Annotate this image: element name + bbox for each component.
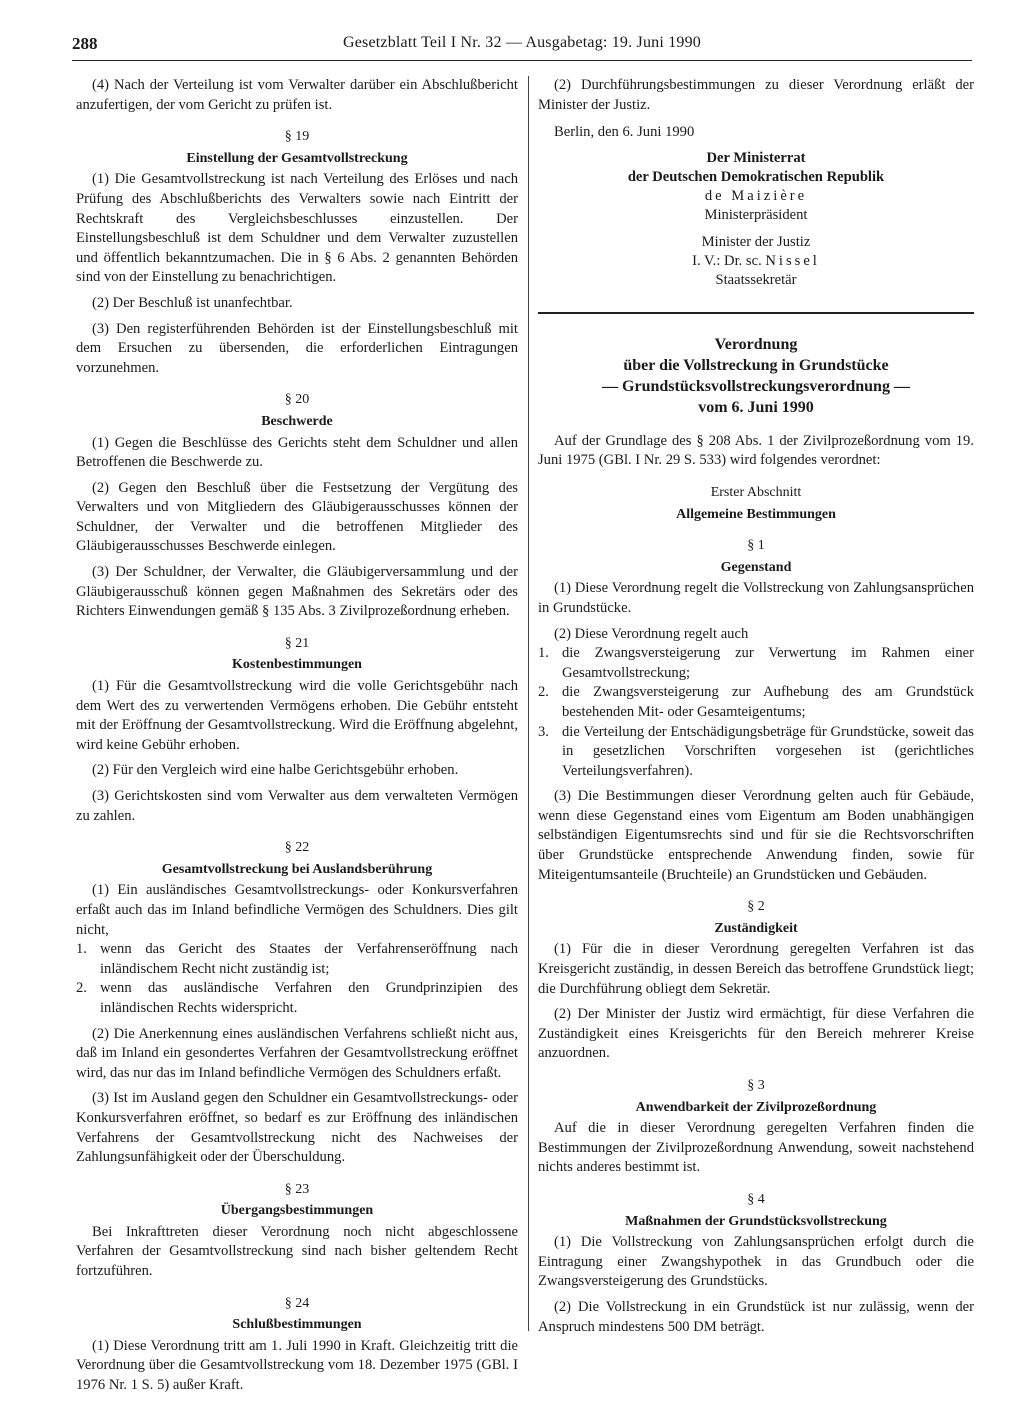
section-number-2: § 2 xyxy=(747,899,765,915)
column-divider xyxy=(528,76,529,1331)
list-item xyxy=(538,723,974,782)
ordinance-title-1: Verordnung xyxy=(714,335,798,353)
paragraph-18-4: (4) Nach der Verteilung ist vom Verwalter darüber ein Abschlußbericht anzufertigen, der vom Gericht zu prüfen ist. xyxy=(76,77,518,113)
paragraph-19-2: (2) Der Beschluß ist unanfechtbar. xyxy=(92,294,293,311)
minister-title: Minister der Justiz xyxy=(701,233,811,250)
part-title: Allgemeine Bestimmungen xyxy=(676,506,836,522)
list-item-number: 2. xyxy=(538,684,549,701)
paragraph-19-3: (3) Den registerführenden Behörden ist der Einstellungsbeschluß mit dem Ersuchen zu übersenden, die erforderlichen Eintragungen vorzunehmen. xyxy=(76,320,518,376)
list-item-text: wenn das ausländische Verfahren den Grundprinzipien des inländischen Rechts widerspricht. xyxy=(100,980,518,1016)
section-title-24: Schlußbestimmungen xyxy=(232,1317,362,1333)
list-item-number: 2. xyxy=(76,980,87,997)
paragraph-22-1: (1) Ein ausländisches Gesamtvollstreckungs- oder Konkursverfahren erfaßt auch das im Inland befindliche Vermögen des Schuldners. Dies gilt nicht, xyxy=(76,882,518,938)
paragraph-22-2: (2) Die Anerkennung eines ausländischen Verfahrens schließt nicht aus, daß im Inland ein gesondertes Verfahren der Gesamtvollstreckung eröffnet wird, das nur das im Inland befindliche Vermögen des Schuldners erfaßt. xyxy=(76,1025,518,1081)
section-title-4: Maßnahmen der Grundstücksvollstreckung xyxy=(625,1213,887,1229)
list-item-text: die Zwangsversteigerung zur Aufhebung des am Grundstück bestehenden Mit- oder Gesamteigentums; xyxy=(562,684,974,720)
section-number-4: § 4 xyxy=(747,1191,765,1207)
ordinance-title-2: über die Vollstreckung in Grundstücke xyxy=(623,356,889,374)
paragraph-20-2: (2) Gegen den Beschluß über die Festsetzung der Vergütung des Verwalters und von Mitgliedern des Gläubigerausschusses können der Schuldner, der Verwalter und die betroffenen Mitglieder des Gläubigerausschusses Beschwerde einlegen. xyxy=(76,479,518,555)
section-title-21: Kostenbestimmungen xyxy=(232,657,362,673)
section-number-3: § 3 xyxy=(747,1078,765,1093)
list-item xyxy=(538,644,974,683)
section-title-3: Anwendbarkeit der Zivilprozeßordnung xyxy=(635,1099,877,1115)
paragraph-4-1: (1) Die Vollstreckung von Zahlungsansprüchen erfolgt durch die Eintragung einer Zwangshypothek in das Grundbuch oder die Zwangsversteigerung des Grundstücks. xyxy=(538,1234,974,1290)
paragraph-3-1: Auf die in dieser Verordnung geregelten Verfahren finden die Bestimmungen der Zivilprozeßordnung Anwendung, soweit nachstehend nichts anderes bestimmt ist. xyxy=(538,1120,974,1176)
ordinance-title-3: — Grundstücksvollstreckungsverordnung — xyxy=(602,377,910,395)
list-item xyxy=(538,683,974,722)
ordinance-separator xyxy=(538,312,974,314)
prime-minister-name: de Maizière xyxy=(704,187,808,204)
paragraph-22-3: (3) Ist im Ausland gegen den Schuldner ein Gesamtvollstreckungs- oder Konkursverfahren eröffnet, so bedarf es zur Eröffnung des inländischen Verfahrens der Gesamtvollstreckung nicht des Nachweises der Zahlungsunfähigkeit oder der Überschuldung. xyxy=(76,1090,518,1166)
ordinance-date: vom 6. Juni 1990 xyxy=(698,398,814,416)
paragraph-20-1: (1) Gegen die Beschlüsse des Gerichts steht dem Schuldner und allen Betroffenen die Beschwerde zu. xyxy=(76,434,518,471)
section-title-20: Beschwerde xyxy=(261,413,333,429)
section-title-22: Gesamtvollstreckung bei Auslandsberührung xyxy=(161,861,433,877)
council-name-line-1: Der Ministerrat xyxy=(706,149,806,166)
header-rule xyxy=(72,60,972,61)
deputy-prefix: I. V.: Dr. sc. xyxy=(692,252,766,269)
paragraph-24-2: (2) Durchführungsbestimmungen zu dieser Verordnung erläßt der Minister der Justiz. xyxy=(538,77,974,113)
paragraph-23-1: Bei Inkrafttreten dieser Verordnung noch nicht abgeschlossene Verfahren der Gesamtvollstreckung sind nach bisher geltendem Recht fortzuführen. xyxy=(76,1223,518,1280)
deputy-name: Nissel xyxy=(765,252,820,269)
paragraph-21-3: (3) Gerichtskosten sind vom Verwalter aus dem verwalteten Vermögen zu zahlen. xyxy=(76,788,518,824)
paragraph-1-3: (3) Die Bestimmungen dieser Verordnung gelten auch für Gebäude, wenn diese Gegenstand eines vom Eigentum am Boden unabhängigen selbständigen Eigentumsrechts sind und für sie die Rechtsvorschriften über Grundstücke entsprechende Anwendung finden, sowie für Miteigentumsanteile (Bruchteile) an Grundstücken und Gebäuden. xyxy=(538,788,974,883)
list-item-number: 3. xyxy=(538,723,549,740)
section-number-20: § 20 xyxy=(284,392,310,408)
page-number: 288 xyxy=(72,34,98,53)
list-item xyxy=(76,940,518,979)
section-number-23: § 23 xyxy=(284,1181,310,1197)
header-title: Gesetzblatt Teil I Nr. 32 — Ausgabetag: 19. Juni 1990 xyxy=(342,34,702,51)
paragraph-1-2: (2) Diese Verordnung regelt auch xyxy=(554,625,749,642)
left-column xyxy=(76,76,518,1402)
section-number-19: § 19 xyxy=(284,129,310,145)
section-title-2: Zuständigkeit xyxy=(714,920,798,936)
page-header xyxy=(72,34,972,60)
list-item-text: wenn das Gericht des Staates der Verfahrenseröffnung nach inländischem Recht nicht zuständig ist; xyxy=(100,941,518,977)
paragraph-19-1: (1) Die Gesamtvollstreckung ist nach Verteilung des Erlöses und nach Prüfung des Abschlußberichts des Verwalters sowie nach Eintritt der Rechtskraft des Vergleichsbeschlusses einzustellen. Der Einstellungsbeschluß ist dem Schuldner und dem Verwalter zuzustellen und öffentlich bekanntzumachen. Die in § 6 Abs. 2 genannten Behörden sind von der Einstellung zu benachrichtigen. xyxy=(76,171,518,286)
list-item-number: 1. xyxy=(538,645,549,662)
right-column xyxy=(538,76,974,1343)
paragraph-24-1: (1) Diese Verordnung tritt am 1. Juli 1990 in Kraft. Gleichzeitig tritt die Verordnung über die Gesamtvollstreckung vom 18. Dezember 1975 (GBl. I 1976 Nr. 1 S. 5) außer Kraft. xyxy=(76,1337,518,1394)
place-date: Berlin, den 6. Juni 1990 xyxy=(554,124,695,141)
spacer xyxy=(538,225,974,233)
paragraph-2-1: (1) Für die in dieser Verordnung geregelten Verfahren ist das Kreisgericht zuständig, in dessen Bereich das betroffene Grundstück liegt; die Durchführung obliegt dem Sekretär. xyxy=(538,941,974,997)
section-number-21: § 21 xyxy=(284,635,310,651)
paragraph-4-2: (2) Die Vollstreckung in ein Grundstück ist nur zulässig, wenn der Anspruch mindestens 500 DM beträgt. xyxy=(538,1298,974,1335)
council-name-line-2: der Deutschen Demokratischen Republik xyxy=(627,168,885,185)
section-title-1: Gegenstand xyxy=(720,559,792,575)
section-title-23: Übergangsbestimmungen xyxy=(220,1203,374,1219)
deputy-signature xyxy=(538,252,974,271)
list-item-text: die Zwangsversteigerung zur Verwertung im Rahmen einer Gesamtvollstreckung; xyxy=(562,645,974,681)
prime-minister-title: Ministerpräsident xyxy=(704,206,808,223)
part-number: Erster Abschnitt xyxy=(710,484,802,500)
secretary-title: Staatssekretär xyxy=(715,271,797,288)
section-number-24: § 24 xyxy=(284,1295,310,1311)
list-item-number: 1. xyxy=(76,941,87,958)
list-item-text: die Verteilung der Entschädigungsbeträge für Grundstücke, soweit das in gesetzlichen Vorschriften vorgesehen ist (gerichtliches Verteilungsverfahren). xyxy=(562,723,974,779)
paragraph-20-3: (3) Der Schuldner, der Verwalter, die Gläubigerversammlung und der Gläubigerausschuß können gegen Maßnahmen des Sekretärs oder des Richters Einwendungen gemäß § 135 Abs. 3 Zivilprozeßordnung erheben. xyxy=(76,564,518,620)
section-number-22: § 22 xyxy=(284,840,310,856)
paragraph-1-1: (1) Diese Verordnung regelt die Vollstreckung von Zahlungsansprüchen in Grundstücke. xyxy=(538,580,974,616)
paragraph-2-2: (2) Der Minister der Justiz wird ermächtigt, für diese Verfahren die Zuständigkeit eines Kreisgerichts für den Bereich mehrerer Kreise anzuordnen. xyxy=(538,1006,974,1062)
section-number-1: § 1 xyxy=(747,538,765,554)
paragraph-21-2: (2) Für den Vergleich wird eine halbe Gerichtsgebühr erhoben. xyxy=(92,762,459,779)
paragraph-21-1: (1) Für die Gesamtvollstreckung wird die volle Gerichtsgebühr nach dem Wert des zu verwertenden Vermögens erhoben. Die Gebühr entsteht mit der Eröffnung der Gesamtvollstreckung. Wird die Eröffnung abgelehnt, wird keine Gebühr erhoben. xyxy=(76,678,518,753)
section-title-19: Einstellung der Gesamtvollstreckung xyxy=(186,150,408,166)
preamble: Auf der Grundlage des § 208 Abs. 1 der Zivilprozeßordnung vom 19. Juni 1975 (GBl. I Nr. 29 S. 533) wird folgendes verordnet: xyxy=(538,432,974,469)
list-item xyxy=(76,979,518,1018)
